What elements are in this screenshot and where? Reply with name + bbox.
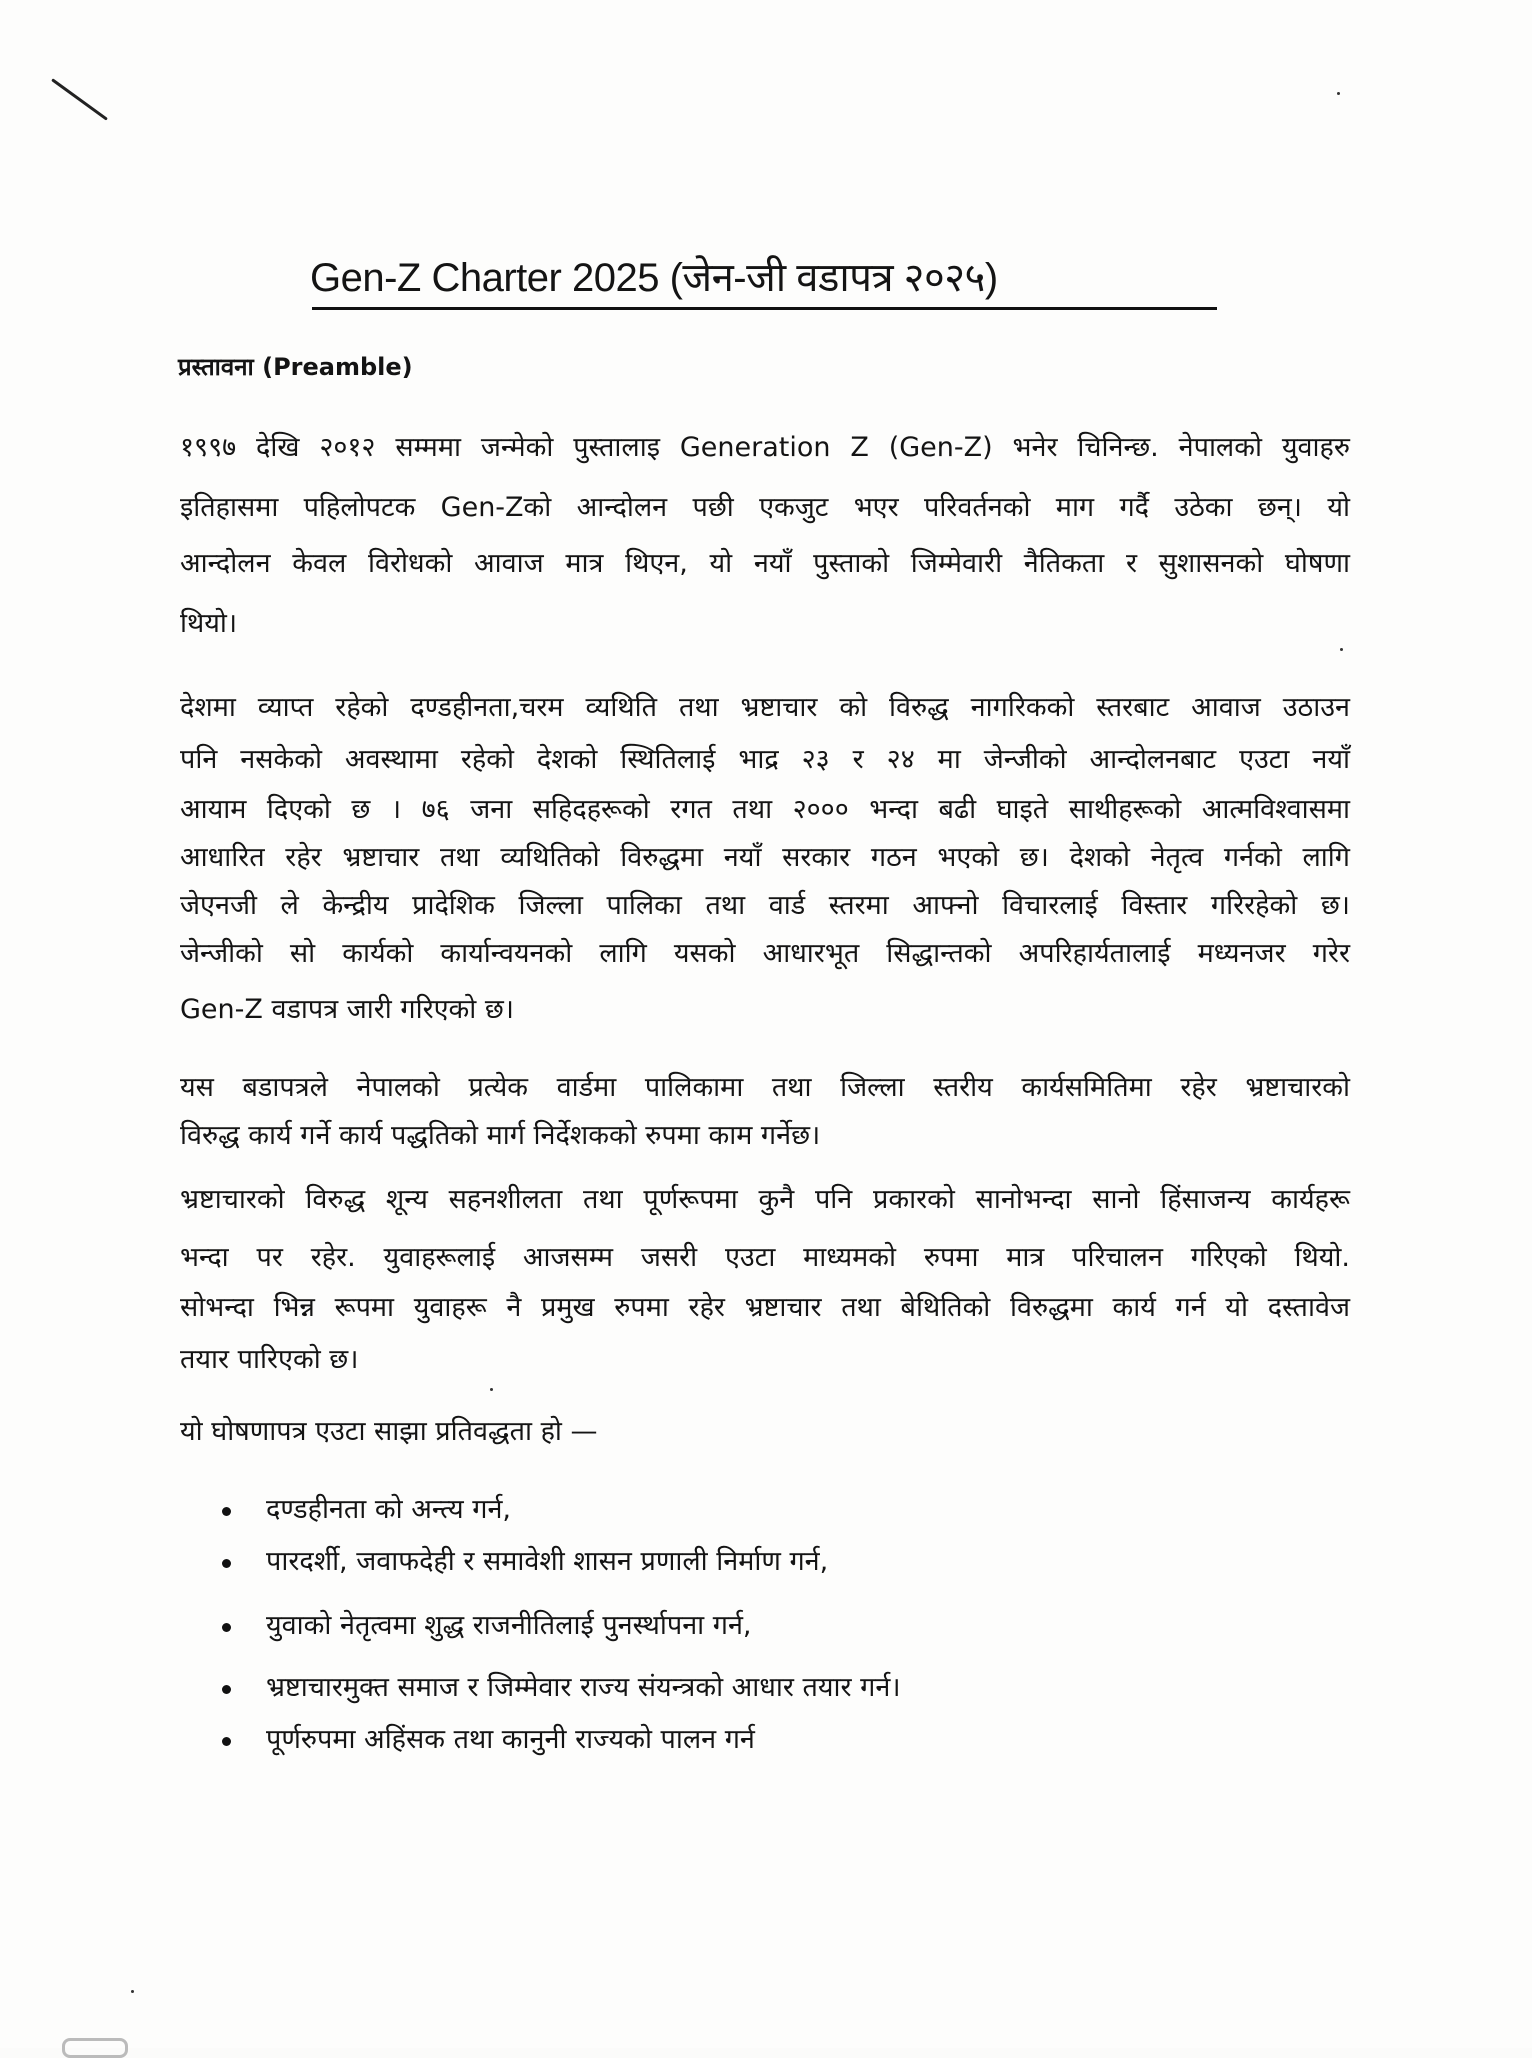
preamble-heading: प्रस्तावना (Preamble) — [178, 353, 413, 381]
text-line: तयार पारिएको छ। — [180, 1344, 359, 1375]
speck — [1337, 92, 1340, 95]
list-item-text: पारदर्शी, जवाफदेही र समावेशी शासन प्रणाली निर्माण गर्न, — [266, 1546, 829, 1577]
text-line: भ्रष्टाचारको विरुद्ध शून्य सहनशीलता तथा पूर्णरूपमा कुनै पनि प्रकारको सानोभन्दा सानो हिंसाजन्य कार्यहरू — [180, 1184, 1350, 1215]
text-line: इतिहासमा पहिलोपटक Gen-Zको आन्दोलन पछी एकजुट भएर परिवर्तनको माग गर्दै उठेका छन्। यो — [180, 492, 1350, 523]
text-line: देशमा व्याप्त रहेको दण्डहीनता,चरम व्यथिति तथा भ्रष्टाचार को विरुद्ध नागरिकको स्तरबाट आवाज उठाउन — [180, 692, 1350, 723]
text-line: पनि नसकेको अवस्थामा रहेको देशको स्थितिलाई भाद्र २३ र २४ मा जेन्जीको आन्दोलनबाट एउटा नयाँ — [180, 744, 1350, 775]
text-line: १९९७ देखि २०१२ सम्ममा जन्मेको पुस्तालाइ Generation Z (Gen-Z) भनेर चिनिन्छ. नेपालको युवाहरु — [180, 432, 1350, 463]
pen-mark — [51, 78, 108, 120]
document-title: Gen-Z Charter 2025 (जेन-जी वडापत्र २०२५) — [310, 256, 998, 300]
list-item-text: युवाको नेतृत्वमा शुद्ध राजनीतिलाई पुनर्स्थापना गर्न, — [266, 1610, 752, 1641]
text-line: जेन्जीको सो कार्यको कार्यान्वयनको लागि यसको आधारभूत सिद्धान्तको अपरिहार्यतालाई मध्यनजर गरेर — [180, 938, 1350, 969]
speck — [131, 1990, 134, 1993]
commitment-intro: यो घोषणापत्र एउटा साझा प्रतिवद्धता हो — — [180, 1416, 598, 1447]
title-underline — [312, 307, 1217, 310]
bullet-icon — [222, 1623, 231, 1632]
text-line: विरुद्ध कार्य गर्ने कार्य पद्धतिको मार्ग निर्देशकको रुपमा काम गर्नेछ। — [180, 1120, 821, 1151]
list-item-text: पूर्णरुपमा अहिंसक तथा कानुनी राज्यको पालन गर्न — [266, 1724, 755, 1755]
text-line: यस बडापत्रले नेपालको प्रत्येक वार्डमा पालिकामा तथा जिल्ला स्तरीय कार्यसमितिमा रहेर भ्रष्टाचारको — [180, 1072, 1350, 1103]
text-line: आन्दोलन केवल विरोधको आवाज मात्र थिएन, यो नयाँ पुस्ताको जिम्मेवारी नैतिकता र सुशासनको घोषणा — [180, 548, 1350, 579]
bullet-icon — [222, 1507, 231, 1516]
list-item-text: भ्रष्टाचारमुक्त समाज र जिम्मेवार राज्य संयन्त्रको आधार तयार गर्न। — [266, 1672, 901, 1703]
bullet-icon — [222, 1737, 231, 1746]
text-line: भन्दा पर रहेर. युवाहरूलाई आजसम्म जसरी एउटा माध्यमको रुपमा मात्र परिचालन गरिएको थियो. — [180, 1242, 1350, 1273]
text-line: आयाम दिएको छ । ७६ जना सहिदहरूको रगत तथा २००० भन्दा बढी घाइते साथीहरूको आत्मविश्वासमा — [180, 794, 1350, 825]
bullet-icon — [222, 1559, 231, 1568]
speck — [1340, 648, 1343, 651]
text-line: जेएनजी ले केन्द्रीय प्रादेशिक जिल्ला पालिका तथा वार्ड स्तरमा आफ्नो विचारलाई विस्तार गरिरहेको छ। — [180, 890, 1350, 921]
list-item-text: दण्डहीनता को अन्त्य गर्न, — [266, 1494, 512, 1525]
text-line: थियो। — [180, 608, 238, 639]
bullet-icon — [222, 1685, 231, 1694]
speck — [490, 1388, 493, 1391]
text-line: Gen-Z वडापत्र जारी गरिएको छ। — [180, 994, 515, 1025]
text-line: सोभन्दा भिन्न रूपमा युवाहरू नै प्रमुख रुपमा रहेर भ्रष्टाचार तथा बेथितिको विरुद्धमा कार्य गर्न यो दस्तावेज — [180, 1292, 1350, 1323]
text-line: आधारित रहेर भ्रष्टाचार तथा व्यथितिको विरुद्धमा नयाँ सरकार गठन भएको छ। देशको नेतृत्व गर्नको लागि — [180, 842, 1350, 873]
page-corner-tab — [62, 2038, 128, 2058]
